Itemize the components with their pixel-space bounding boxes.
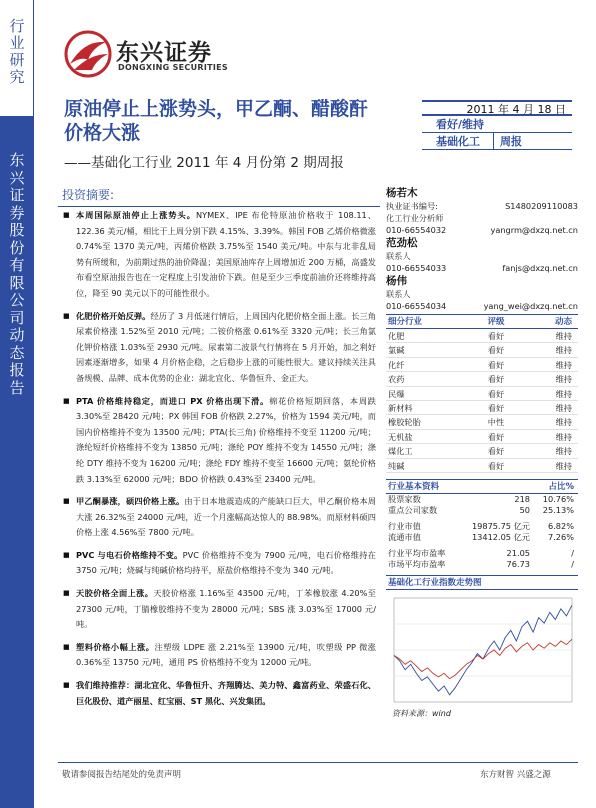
industry-trend: 维持 [555,460,572,471]
analyst-info-label: 010-66554033 [386,263,447,273]
basic-data-body [386,494,578,571]
sidebar-company [0,116,34,808]
industry-name: 新材料 [388,402,413,413]
bullet-text: NYMEX、IPE 布伦特原油价格收于 108.11、122.36 美元/桶，相比于上周分别下跌 4.15%、3.39%。韩国 FOB 乙烯价格微涨 0.74%至 1370 美元/吨，丙烯价格跌 3.75%至 1540 美元/吨。中东与北非乱局势有所缓和，为前期过热的油价降温；美国原油库存上周增加近 200 万桶，高盛发布看空原油报告也在一定程度上引发油价下跌。但是至少三季度前油价还将维持高位，降至 90 美元以下的可能性很小。 [76,210,376,298]
table-row [386,387,578,401]
footer-disclaimer: 敬请参阅报告结尾处的免责声明 [62,770,182,780]
industry-rating: 看好 [487,388,505,399]
stat-share: 7.26% [547,532,574,543]
industry-name: 煤化工 [388,446,413,457]
summary-bullet [60,586,376,633]
category-label: 行业研究 [9,17,25,86]
analyst-info-label: 010-66554032 [386,225,447,235]
stat-label: 行业平均市盈率 [388,547,446,558]
table-row [386,372,578,386]
table-row [386,415,578,429]
analyst-contact-row [386,224,578,236]
table-row [386,459,578,473]
industry-trend: 维持 [555,446,572,457]
stat-share: 25.13% [542,505,574,516]
analyst-info: 化工行业分析师 [386,213,444,223]
report-date: 2011 年 4 月 18 日 [422,100,572,116]
chart-series-line-1 [394,639,572,679]
summary-bullets [60,208,376,716]
bullet-text: 经历了 3 月低迷行情后，上周国内化肥价格全面上涨。长三角尿素价格涨 1.52%至 2010 元/吨；二铵价格涨 0.61%至 3320 元/吨；长三角氯化钾价格涨 1.03%至 2930 元/吨。尿素第二波景气行情将在 5 月开始，加之利好因素逐渐增多，如果 4 月价格企稳，之后稳步上涨的可能性很大。建议持续关注具备规模、品牌、成本优势的企业：湖北宜化、华鲁恒升、金正大。 [76,310,376,383]
analyst-info: 联系人 [386,289,411,299]
analyst-info-value: S1480209110083 [505,201,578,211]
bullet-lead: 本周国际原油停止上涨势头。 [76,210,196,220]
bullet-lead: PTA 价格维持稳定，而进口 PX 价格出现下滑。 [76,395,270,406]
analyst-name: 杨若木 [386,187,418,199]
stat-label: 流通市值 [388,532,421,543]
table-row [386,532,578,544]
report-title: 原油停止上涨势头，甲乙酮、醋酸酐价格大涨 [64,98,369,144]
summary-heading: 投资摘要: [58,186,380,207]
industry-rating: 看好 [487,402,505,413]
bullet-lead: 天胶价格全面上涨。 [76,588,154,599]
summary-bullet [60,394,376,488]
industry-trend: 维持 [555,345,572,356]
industry-trend: 维持 [555,417,572,428]
table-row [386,548,578,560]
industry-rating: 看好 [487,431,505,442]
bullet-lead: 甲乙酮暴涨，硕四价格上涨。 [76,496,185,507]
industry-table-body [386,329,578,473]
industry-trend: 维持 [555,402,572,413]
industry-name: 无机盐 [388,431,413,442]
bullet-lead: 我们维持推荐：湖北宜化、华鲁恒升、齐翔腾达、美力特、鑫富药业、荣盛石化、巨化股份、道产丽星、红宝丽、ST 黑化、兴发集团。 [76,680,376,706]
table-row [386,521,578,533]
analyst-contact-row [386,262,578,274]
sidebar-category [0,0,34,116]
bullet-lead: PVC 与电石价格维持不变。 [76,549,183,560]
analyst-contact-row [386,200,578,212]
analyst-name: 杨伟 [386,275,407,287]
table-row [386,430,578,444]
stat-label: 市场平均市盈率 [388,559,446,570]
table-row [386,401,578,415]
industry-rating: 看好 [487,331,505,341]
basic-data-header [386,479,578,494]
stat-share: / [571,559,574,570]
industry-rating: 看好 [487,359,505,370]
company-report-label: 东兴证券股份有限公司动态报告 [9,151,25,397]
industry-name: 氯碱 [388,345,405,356]
company-logo [64,30,234,80]
summary-bullet [60,309,376,387]
logo-name-en: DONGXING SECURITIES [118,63,228,72]
industry-rating: 中性 [487,417,505,428]
bullet-text: 由于日本地震造成的产能缺口巨大，甲乙酮价格本周大涨 26.32%至 24000 元/吨，近一个月涨幅高达惊人的 88.98%。而原材料硕四价格上涨 4.56%至 7800 元/吨。 [76,496,376,538]
report-meta-box [422,100,572,150]
table-row [386,444,578,458]
stat-value: 13412.05 亿元 [471,532,530,543]
footer-slogan: 东方财智 兴盛之源 [480,770,551,780]
industry-table-header [386,314,578,329]
basic-data-share-header: 占比% [548,481,574,492]
footer-divider [58,762,578,763]
analyst-info-label: 010-66554034 [386,301,447,311]
rating-col-header: 评级 [487,317,505,327]
industry-trend: 维持 [555,431,572,442]
industry-col-header: 细分行业 [388,317,423,327]
bullet-text: 棉花价格短期回落，本周跌 3.30%至 28420 元/吨；PX 韩国 FOB 价格跌 2.27%，价格为 1594 美元/吨，而国内价格维持不变为 13500 元/吨；PTA(长三角) 价格维持不变至 11200 元/吨；涤纶短纤价格维持不变为 13850 元/吨；涤纶 POY 维持不变为 14550 元/吨；涤纶 DTY 维持不变为 16200 元/吨；涤纶 FDY 维持不变至 16600 元/吨；氨纶价格跌 3.13%至 62000 元/吨；BDO 价格跌 0.43%至 23400 元/吨。 [76,395,376,484]
table-row [386,343,578,357]
chart-title: 基础化工行业指数走势图 [386,575,578,590]
analyst-info-label: 执业证书编号: [386,201,438,211]
stat-value: 76.73 [506,559,530,570]
industry-name: 橡胶轮胎 [388,417,421,428]
report-rating: 看好/维持 [422,116,572,133]
table-row [386,505,578,517]
sidebar [0,0,34,808]
industry-name: 农药 [388,374,405,385]
industry-trend: 维持 [555,374,572,385]
stat-label: 股票家数 [388,493,421,504]
stat-share: / [571,547,574,558]
analyst-info-value: yang_wei@dxzq.net.cn [483,301,578,311]
industry-rating: 看好 [487,345,505,356]
bullet-text: 天胶价格涨 1.16%至 43500 元/吨，丁苯橡胶涨 4.20%至 27300 元/吨，丁腈橡胶维持不变为 28000 元/吨；SBS 涨 3.03%至 17000 元/吨。 [76,588,376,630]
report-subtitle: ——基础化工行业 2011 年 4 月份第 2 期周报 [64,155,344,171]
industry-trend: 维持 [555,359,572,370]
analyst-name: 范劲松 [386,237,418,249]
bullet-text: 注塑级 LDPE 涨 2.21%至 13900 元/吨，吹塑级 PP 微涨 0.36%至 13750 元/吨，通用 PS 价格维持不变为 12000 元/吨。 [76,641,376,668]
table-row [386,559,578,571]
stat-share: 10.76% [542,493,574,504]
report-type: 周报 [500,135,522,148]
industry-rating: 看好 [487,374,505,385]
summary-bullet [60,494,376,541]
industry-trend: 维持 [555,388,572,399]
right-column [386,186,578,720]
bullet-text: PVC 价格维持不变为 7900 元/吨，电石价格维持在 3750 元/吨；烧碱与纯碱价格均持平，原盐价格维持不变为 340 元/吨。 [76,549,376,576]
bullet-lead: 化肥价格开始反弹。 [76,310,151,321]
stat-share: 6.82% [547,520,574,531]
stat-label: 行业市值 [388,520,421,531]
industry-name: 化肥 [388,331,405,341]
chart-source: 资料来源：wind [392,708,451,718]
logo-mark-icon [64,30,112,78]
report-sector-row [422,133,572,150]
summary-bullet [60,208,376,302]
bullet-lead: 塑料价格小幅上涨。 [76,641,155,652]
logo-name-cn: 东兴证券 [116,40,212,66]
report-sector: 基础化工 [422,133,494,149]
summary-bullet [60,678,376,709]
analyst-contact-row [386,300,578,312]
table-row [386,329,578,343]
analyst-info-value: fanjs@dxzq.net.cn [502,263,578,273]
analyst-list [386,186,578,312]
summary-bullet [60,640,376,671]
trend-col-header: 动态 [554,317,572,327]
basic-data-title: 行业基本资料 [388,481,440,492]
stat-value: 21.05 [506,547,530,558]
industry-name: 化纤 [388,359,405,370]
industry-trend: 维持 [555,331,572,341]
industry-name: 民爆 [388,388,405,399]
summary-bullet [60,548,376,579]
industry-rating: 看好 [487,460,505,471]
stat-label: 重点公司家数 [388,505,438,516]
analyst-info-value: yangrm@dxzq.net.cn [490,225,578,235]
stat-value: 50 [519,505,530,516]
table-row [386,494,578,506]
stat-value: 218 [514,493,530,504]
analyst-info: 联系人 [386,251,411,261]
table-row [386,358,578,372]
industry-name: 纯碱 [388,460,405,471]
stat-value: 19875.75 亿元 [471,520,530,531]
index-chart-svg [386,590,578,720]
industry-rating: 看好 [487,446,505,457]
index-chart [386,590,578,720]
